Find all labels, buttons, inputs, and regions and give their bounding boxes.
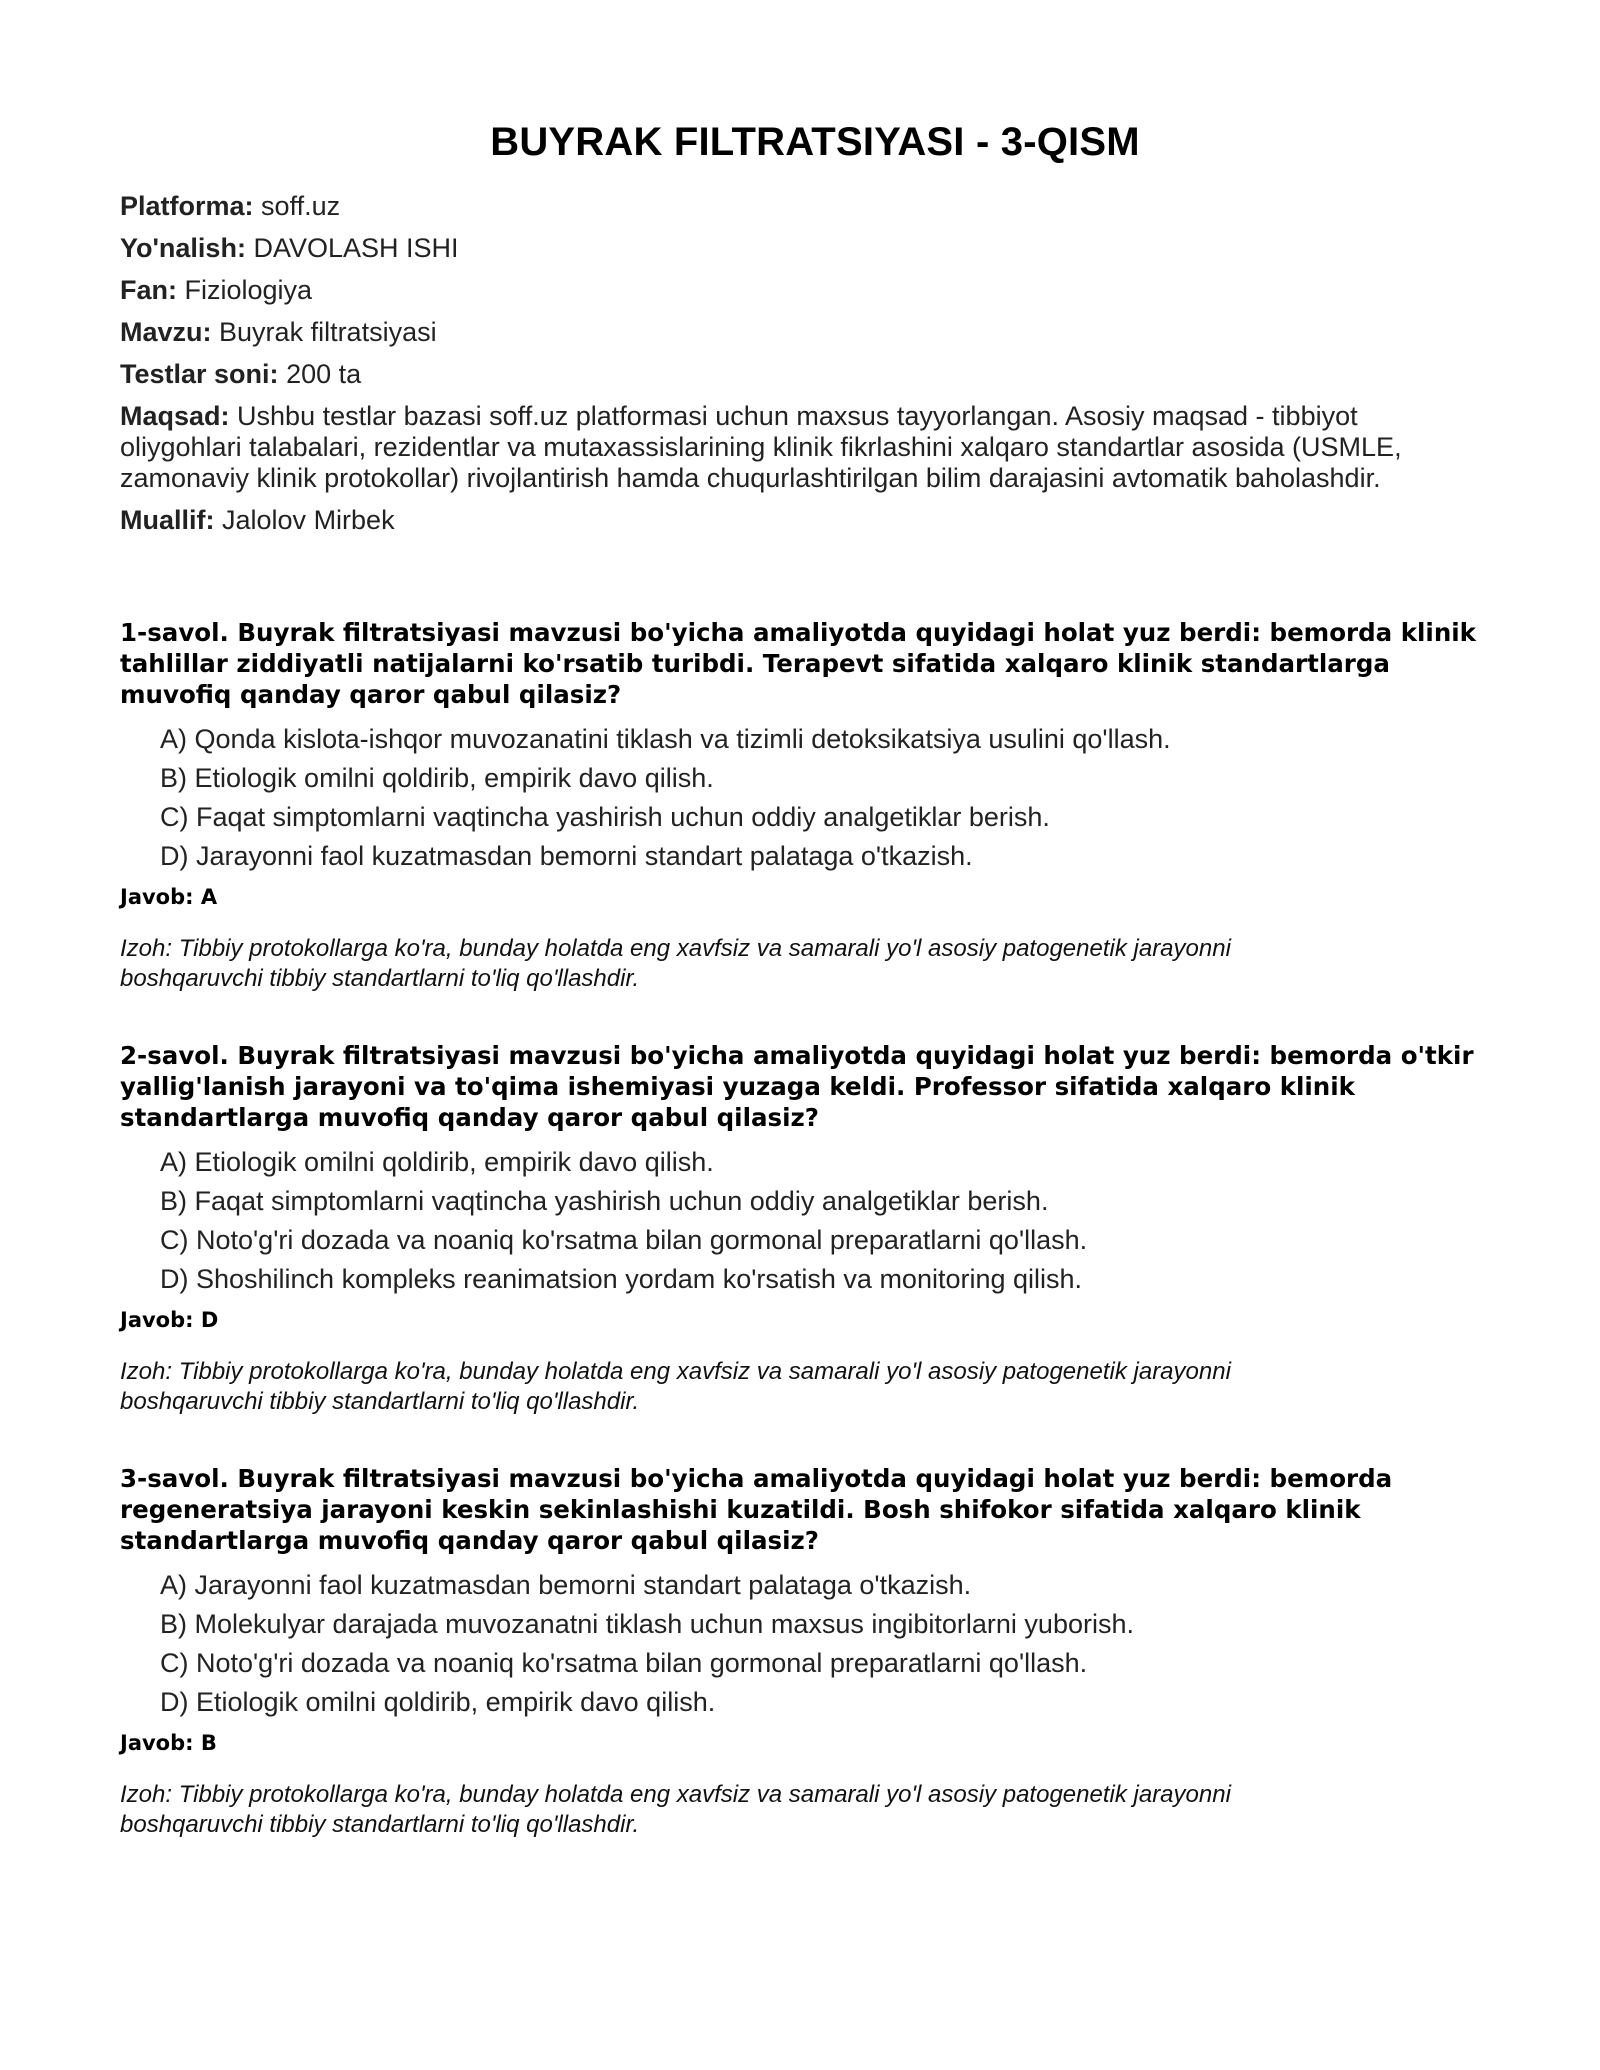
meta-key: Muallif: [120, 505, 215, 535]
option-b: B) Faqat simptomlarni vaqtincha yashirish uchun oddiy analgetiklar berish. [160, 1186, 1049, 1216]
meta-value: Ushbu testlar bazasi soff.uz platformasi uchun maxsus tayyorlangan. Asosiy maqsad - tibbiyot oliygohlari talabalari, rezidentlar va mutaxassislarining klinik fikrlashini xalqaro standartlar asosida (USMLE, zamonaviy klinik protokollar) rivojlantirish hamda chuqurlashtirilgan bilim darajasini avtomatik baholashdir. [120, 401, 1402, 493]
meta-key: Fan: [120, 275, 177, 305]
answer-options [120, 724, 1480, 872]
meta-key: Testlar soni: [120, 359, 279, 389]
option-c: C) Faqat simptomlarni vaqtincha yashirish uchun oddiy analgetiklar berish. [160, 802, 1050, 832]
answer-explanation: Izoh: Tibbiy protokollarga ko'ra, bunday holatda eng xavfsiz va samarali yo'l asosiy patogenetik jarayonni boshqaruvchi tibbiy standartlarni to'liq qo'llashdir. [120, 1781, 1231, 1838]
answer-options [120, 1147, 1480, 1295]
meta-author [120, 505, 1480, 536]
meta-key: Platforma: [120, 191, 254, 221]
answer-key: Javob: B [120, 1731, 217, 1755]
question-text: 3-savol. Buyrak filtratsiyasi mavzusi bo'yicha amaliyotda quyidagi holat yuz berdi: bemorda regeneratsiya jarayoni keskin sekinlashishi kuzatildi. Bosh shifokor sifatida xalqaro klinik standartlarga muvofiq qanday qaror qabul qilasiz? [120, 1464, 1393, 1555]
meta-goal [120, 401, 1450, 494]
question-3 [120, 1463, 1480, 1840]
option-a: A) Etiologik omilni qoldirib, empirik davo qilish. [160, 1147, 714, 1177]
question-1 [120, 617, 1480, 994]
answer-key: Javob: D [120, 1308, 219, 1332]
meta-topic [120, 317, 1480, 348]
option-c: C) Noto'g'ri dozada va noaniq ko'rsatma bilan gormonal preparatlarni qo'llash. [160, 1648, 1088, 1678]
answer-key: Javob: A [120, 885, 218, 909]
meta-key: Mavzu: [120, 317, 212, 347]
option-b: B) Etiologik omilni qoldirib, empirik davo qilish. [160, 763, 714, 793]
meta-platform [120, 191, 1480, 222]
option-d: D) Etiologik omilni qoldirib, empirik davo qilish. [160, 1687, 716, 1717]
question-text: 1-savol. Buyrak filtratsiyasi mavzusi bo'yicha amaliyotda quyidagi holat yuz berdi: bemorda klinik tahlillar ziddiyatli natijalarni ko'rsatib turibdi. Terapevt sifatida xalqaro klinik standartlarga muvofiq qanday qaror qabul qilasiz? [120, 618, 1476, 709]
option-d: D) Shoshilinch kompleks reanimatsion yordam ko'rsatish va monitoring qilish. [160, 1264, 1083, 1294]
answer-options [120, 1570, 1480, 1718]
question-text: 2-savol. Buyrak filtratsiyasi mavzusi bo'yicha amaliyotda quyidagi holat yuz berdi: bemorda o'tkir yallig'lanish jarayoni va to'qima ishemiyasi yuzaga keldi. Professor sifatida xalqaro klinik standartlarga muvofiq qanday qaror qabul qilasiz? [120, 1041, 1474, 1132]
meta-value: Fiziologiya [184, 275, 313, 305]
meta-value: Buyrak filtratsiyasi [219, 317, 437, 347]
option-a: A) Jarayonni faol kuzatmasdan bemorni standart palataga o'tkazish. [160, 1570, 972, 1600]
option-b: B) Molekulyar darajada muvozanatni tiklash uchun maxsus ingibitorlarni yuborish. [160, 1609, 1134, 1639]
meta-key: Maqsad: [120, 401, 230, 431]
option-d: D) Jarayonni faol kuzatmasdan bemorni standart palataga o'tkazish. [160, 841, 973, 871]
option-a: A) Qonda kislota-ishqor muvozanatini tiklash va tizimli detoksikatsiya usulini qo'llash. [160, 724, 1171, 754]
document-page [120, 120, 1480, 1886]
meta-subject [120, 275, 1480, 306]
answer-explanation: Izoh: Tibbiy protokollarga ko'ra, bunday holatda eng xavfsiz va samarali yo'l asosiy patogenetik jarayonni boshqaruvchi tibbiy standartlarni to'liq qo'llashdir. [120, 935, 1231, 992]
meta-value: DAVOLASH ISHI [253, 233, 459, 263]
meta-test-count [120, 359, 1480, 390]
meta-key: Yo'nalish: [120, 233, 246, 263]
meta-value: Jalolov Mirbek [222, 505, 395, 535]
document-title: BUYRAK FILTRATSIYASI - 3-QISM [490, 120, 1140, 164]
meta-direction [120, 233, 1480, 264]
meta-value: soff.uz [261, 191, 341, 221]
metadata-block [120, 191, 1480, 536]
answer-explanation: Izoh: Tibbiy protokollarga ko'ra, bunday holatda eng xavfsiz va samarali yo'l asosiy patogenetik jarayonni boshqaruvchi tibbiy standartlarni to'liq qo'llashdir. [120, 1358, 1231, 1415]
option-c: C) Noto'g'ri dozada va noaniq ko'rsatma bilan gormonal preparatlarni qo'llash. [160, 1225, 1088, 1255]
section-spacer [120, 547, 1480, 617]
question-2 [120, 1040, 1480, 1417]
meta-value: 200 ta [286, 359, 362, 389]
